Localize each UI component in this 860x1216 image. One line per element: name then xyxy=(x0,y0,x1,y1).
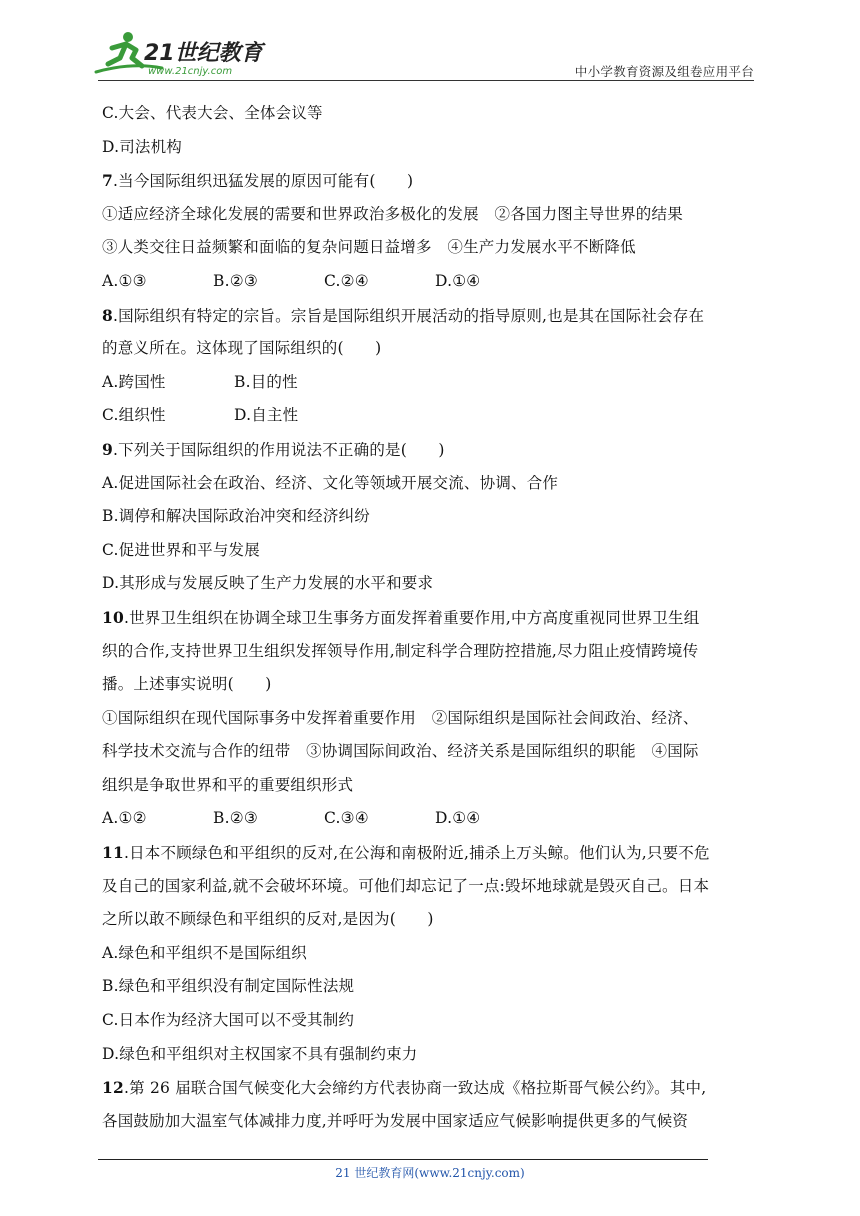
answer-option: B.②③ xyxy=(213,809,258,828)
answer-option: C.③④ xyxy=(324,809,369,828)
answer-option: C.②④ xyxy=(324,271,369,290)
question-text: .第 26 届联合国气候变化大会缔约方代表协商一致达成《格拉斯哥气候公约》。其中, xyxy=(123,1079,707,1098)
options-row xyxy=(102,265,766,299)
question-text: .当今国际组织迅猛发展的原因可能有( ) xyxy=(113,172,414,191)
question-stem xyxy=(102,433,766,467)
question-stem xyxy=(102,601,766,635)
question-stem xyxy=(102,1071,766,1105)
text-line: C.大会、代表大会、全体会议等 xyxy=(102,104,323,122)
question-text: .国际组织有特定的宗旨。宗旨是国际组织开展活动的指导原则,也是其在国际社会存在 xyxy=(113,306,705,325)
answer-option: A.跨国性 xyxy=(102,372,166,391)
text-line: A.促进国际社会在政治、经济、文化等领域开展交流、协调、合作 xyxy=(102,473,559,492)
answer-option: C.组织性 xyxy=(102,406,166,425)
answer-option: D.①④ xyxy=(435,809,481,828)
text-line: D.绿色和平组织对主权国家不具有强制约束力 xyxy=(102,1044,418,1063)
footer-link[interactable]: 21 世纪教育网(www.21cnjy.com) xyxy=(335,1166,525,1180)
question-text: .世界卫生组织在协调全球卫生事务方面发挥着重要作用,中方高度重视同世界卫生组 xyxy=(123,608,700,627)
answer-option: A.①② xyxy=(102,809,147,828)
text-line: 之所以敢不顾绿色和平组织的反对,是因为( ) xyxy=(102,910,434,929)
text-line: D.其形成与发展反映了生产力发展的水平和要求 xyxy=(102,574,434,593)
question-text: .日本不顾绿色和平组织的反对,在公海和南极附近,捕杀上万头鲸。他们认为,只要不危 xyxy=(123,844,710,863)
logo-brand-text: 21世纪教育 xyxy=(144,41,263,66)
text-line: D.司法机构 xyxy=(102,137,183,156)
page-header xyxy=(0,0,860,86)
text-line: 及自己的国家利益,就不会破坏环境。可他们却忘记了一点:毁坏地球就是毁灭自己。日本 xyxy=(102,876,710,895)
text-line: B.绿色和平组织没有制定国际性法规 xyxy=(102,977,355,996)
footer-divider xyxy=(98,1159,708,1160)
header-divider xyxy=(98,80,754,81)
text-line: 的意义所在。这体现了国际组织的( ) xyxy=(102,339,382,358)
text-line: A.绿色和平组织不是国际组织 xyxy=(102,943,307,962)
question-stem xyxy=(102,164,766,198)
question-number: 9 xyxy=(102,439,113,459)
question-number: 11 xyxy=(102,843,124,863)
logo-url-text: www.21cnjy.com xyxy=(148,66,233,77)
platform-name: 中小学教育资源及组卷应用平台 xyxy=(574,64,754,79)
text-line: ①适应经济全球化发展的需要和世界政治多极化的发展 ②各国力图主导世界的结果 xyxy=(102,204,683,223)
question-stem xyxy=(102,299,766,333)
question-text: .下列关于国际组织的作用说法不正确的是( ) xyxy=(113,440,445,459)
answer-option: D.自主性 xyxy=(234,406,299,425)
text-line: C.日本作为经济大国可以不受其制约 xyxy=(102,1011,355,1030)
answer-option: B.目的性 xyxy=(234,372,298,391)
question-stem xyxy=(102,836,766,870)
text-line: 各国鼓励加大温室气体减排力度,并呼吁为发展中国家适应气候影响提供更多的气候资 xyxy=(102,1111,689,1130)
options-row xyxy=(102,802,766,836)
text-line: 组织是争取世界和平的重要组织形式 xyxy=(102,775,354,794)
text-line: 织的合作,支持世界卫生组织发挥领导作用,制定科学合理防控措施,尽力阻止疫情跨境传 xyxy=(102,641,699,660)
text-line: B.调停和解决国际政治冲突和经济纠纷 xyxy=(102,507,370,526)
question-number: 8 xyxy=(102,305,113,325)
options-row xyxy=(102,399,766,433)
answer-option: D.①④ xyxy=(435,271,481,290)
question-number: 12 xyxy=(102,1078,124,1098)
text-line: ①国际组织在现代国际事务中发挥着重要作用 ②国际组织是国际社会间政治、经济、 xyxy=(102,708,699,727)
text-line: ③人类交往日益频繁和面临的复杂问题日益增多 ④生产力发展水平不断降低 xyxy=(102,238,636,257)
question-number: 10 xyxy=(102,607,124,627)
question-number: 7 xyxy=(102,171,113,191)
question-content xyxy=(102,97,766,1138)
text-line: 播。上述事实说明( ) xyxy=(102,675,272,694)
text-line: C.促进世界和平与发展 xyxy=(102,540,260,559)
text-line: 科学技术交流与合作的纽带 ③协调国际间政治、经济关系是国际组织的职能 ④国际 xyxy=(102,742,699,761)
answer-option: A.①③ xyxy=(102,271,147,290)
site-logo[interactable] xyxy=(92,28,267,80)
options-row xyxy=(102,366,766,400)
answer-option: B.②③ xyxy=(213,271,258,290)
